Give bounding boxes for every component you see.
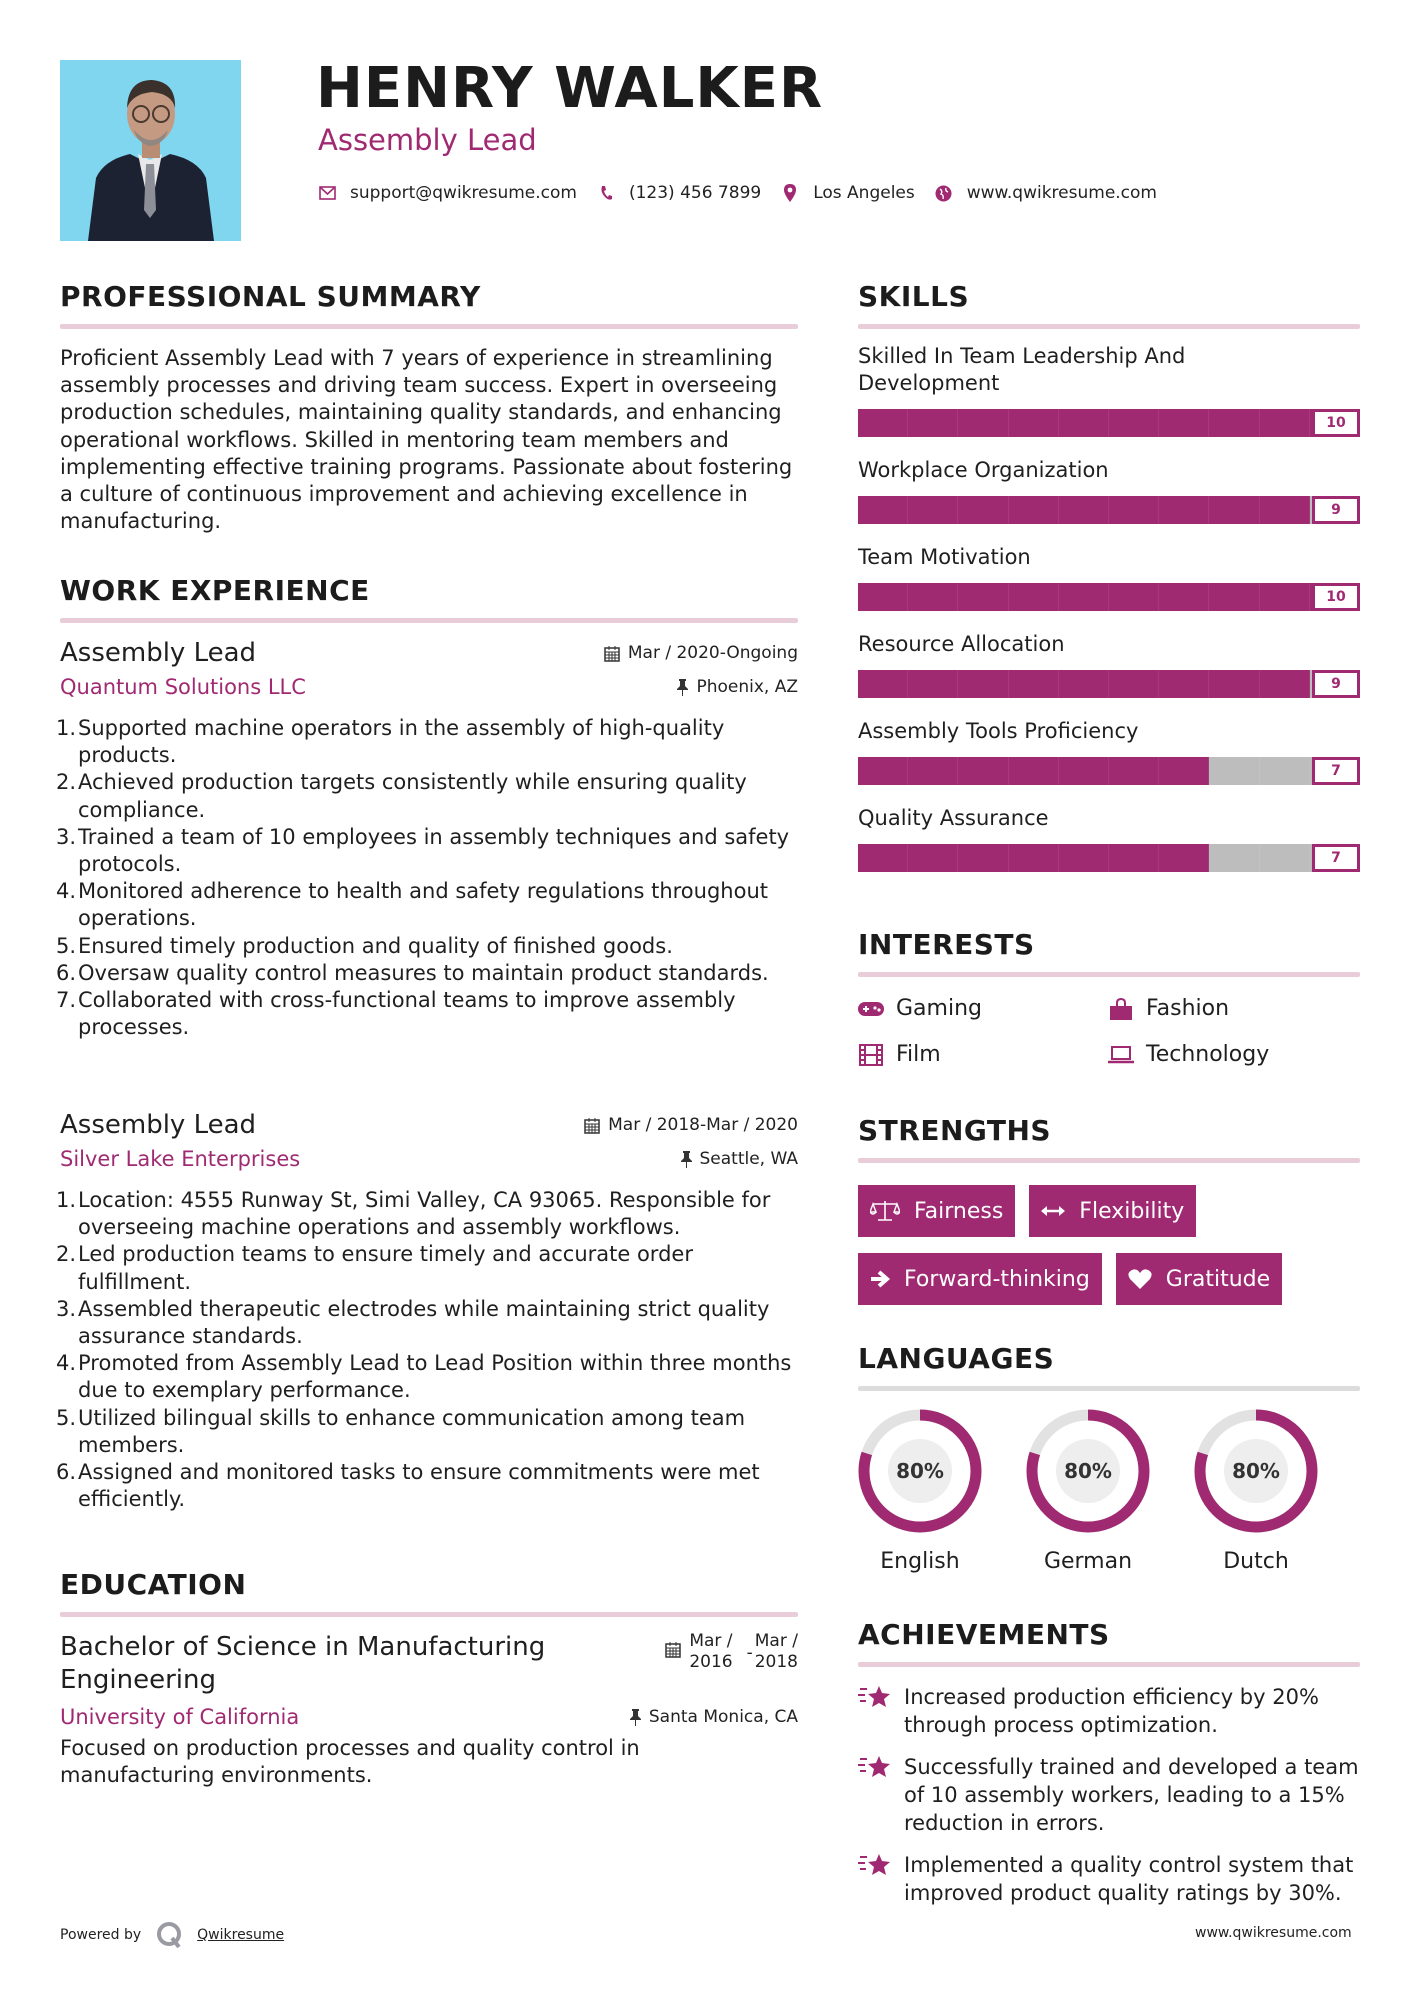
skill-label: Team Motivation bbox=[858, 545, 1031, 569]
skill-bar-segment bbox=[1009, 583, 1059, 611]
skill-bar-segment bbox=[1109, 583, 1159, 611]
job-entry bbox=[60, 1109, 798, 1513]
strength-flexibility: Flexibility bbox=[1029, 1185, 1196, 1237]
skill-bar-segment bbox=[908, 844, 958, 872]
laptop-icon bbox=[1108, 1044, 1134, 1066]
list-item: Achieved production targets consistently while ensuring quality compliance. bbox=[78, 770, 747, 822]
job-location: Seattle, WA bbox=[681, 1147, 799, 1171]
achievement-text: Increased production efficiency by 20% through process optimization. bbox=[904, 1685, 1319, 1737]
skill-bar bbox=[858, 670, 1360, 698]
skill-bar-segment bbox=[1209, 844, 1259, 872]
education-description: Focused on production processes and quality control in manufacturing environments. bbox=[60, 1736, 640, 1788]
phone-icon bbox=[597, 184, 615, 202]
skill-bar-segment bbox=[958, 496, 1008, 524]
section-divider bbox=[858, 1158, 1360, 1163]
language-item bbox=[1194, 1409, 1318, 1574]
shopping-bag-icon bbox=[1108, 998, 1134, 1020]
skill-score: 10 bbox=[1312, 583, 1360, 611]
skill-bar-segment bbox=[958, 844, 1008, 872]
calendar-icon bbox=[665, 1641, 681, 1664]
list-item: Collaborated with cross-functional teams to improve assembly processes. bbox=[78, 988, 736, 1040]
skill-bar-segment bbox=[858, 670, 908, 698]
skill-score: 7 bbox=[1312, 844, 1360, 872]
section-divider bbox=[60, 1612, 798, 1617]
skill-item bbox=[858, 718, 1360, 785]
skill-bar-segment bbox=[958, 757, 1008, 785]
education-dates: Mar / 2016 - Mar / 2018 bbox=[665, 1631, 798, 1673]
skill-bar-segment bbox=[1159, 496, 1209, 524]
powered-by: Powered by Qwikresume bbox=[60, 1920, 284, 1950]
skill-bar bbox=[858, 496, 1360, 524]
shooting-star-icon bbox=[858, 1851, 892, 1879]
skill-bar-segment bbox=[1059, 583, 1109, 611]
map-pin-icon bbox=[781, 184, 799, 202]
skill-bar-segment bbox=[1059, 670, 1109, 698]
heart-icon bbox=[1128, 1268, 1152, 1290]
website-text: www.qwikresume.com bbox=[966, 183, 1157, 203]
skill-bar-segment bbox=[1209, 496, 1259, 524]
strength-fairness: Fairness bbox=[858, 1185, 1015, 1237]
experience-section bbox=[60, 574, 798, 623]
skill-bar-segment bbox=[1109, 409, 1159, 437]
skill-bar-segment bbox=[1209, 409, 1259, 437]
achievements-section bbox=[858, 1618, 1360, 1907]
language-name: Dutch bbox=[1223, 1549, 1289, 1574]
section-divider bbox=[858, 1662, 1360, 1667]
skill-bar-segment bbox=[908, 409, 958, 437]
list-item: Assembled therapeutic electrodes while maintaining strict quality assurance standards. bbox=[78, 1296, 770, 1349]
education-location: Santa Monica, CA bbox=[630, 1705, 798, 1729]
job-title: Assembly Lead bbox=[60, 1110, 257, 1140]
skill-score: 10 bbox=[1312, 409, 1360, 437]
contact-row bbox=[318, 180, 1177, 206]
skill-bar-segment bbox=[1159, 844, 1209, 872]
education-section bbox=[60, 1568, 798, 1789]
achievement-item bbox=[858, 1683, 1360, 1739]
interest-gaming: Gaming bbox=[858, 995, 1108, 1023]
section-divider bbox=[60, 618, 798, 623]
list-item: Led production teams to ensure timely and accurate order fulfillment. bbox=[78, 1242, 693, 1294]
skill-bar-segment bbox=[1059, 496, 1109, 524]
list-item: Location: 4555 Runway St, Simi Valley, CA 93065. Responsible for overseeing machine operations and assembly workflows. bbox=[78, 1188, 771, 1240]
skill-bar-segment bbox=[1260, 496, 1310, 524]
skills-section bbox=[858, 280, 1360, 892]
location-text: Los Angeles bbox=[813, 183, 915, 203]
qwikresume-link[interactable]: Qwikresume bbox=[197, 1927, 285, 1943]
list-item: Oversaw quality control measures to maintain product standards. bbox=[78, 960, 769, 985]
skill-bar-segment bbox=[1209, 757, 1259, 785]
skill-bar-segment bbox=[1260, 844, 1310, 872]
list-item: Utilized bilingual skills to enhance communication among team members. bbox=[78, 1405, 746, 1457]
interest-fashion: Fashion bbox=[1108, 995, 1358, 1023]
skill-bar-segment bbox=[1260, 583, 1310, 611]
skill-bar-segment bbox=[1260, 670, 1310, 698]
skill-bar-segment bbox=[858, 844, 908, 872]
skill-bar-segment bbox=[1109, 670, 1159, 698]
contact-email[interactable] bbox=[318, 183, 577, 203]
school-name: University of California bbox=[60, 1705, 300, 1729]
skill-bar-segment bbox=[1159, 670, 1209, 698]
language-name: English bbox=[880, 1549, 960, 1574]
list-item: Monitored adherence to health and safety regulations throughout operations. bbox=[78, 879, 768, 931]
section-heading: SKILLS bbox=[858, 280, 970, 313]
skill-bar-segment bbox=[1209, 583, 1259, 611]
skill-bar-segment bbox=[858, 583, 908, 611]
skill-item bbox=[858, 631, 1360, 698]
job-entry bbox=[60, 637, 798, 1041]
skill-bar-segment bbox=[1009, 670, 1059, 698]
skill-bar-segment bbox=[1159, 583, 1209, 611]
summary-text: Proficient Assembly Lead with 7 years of experience in streamlining assembly processes and driving team success. Expert in overseeing production schedules, maintaining quality standards, and enhancing operational workflows. Skilled in mentoring team members and implementing effective training programs. Passionate about fostering a culture of continuous improvement and achieving excellence in manufacturing. bbox=[60, 346, 793, 534]
contact-phone[interactable] bbox=[597, 183, 761, 203]
person-portrait-icon bbox=[60, 60, 241, 241]
strengths-section bbox=[858, 1114, 1360, 1305]
skill-bar-segment bbox=[1109, 757, 1159, 785]
shooting-star-icon bbox=[858, 1753, 892, 1781]
gamepad-icon bbox=[858, 998, 884, 1020]
skill-bar bbox=[858, 583, 1360, 611]
skill-bar-segment bbox=[1260, 757, 1310, 785]
list-item: Promoted from Assembly Lead to Lead Position within three months due to exemplary performance. bbox=[78, 1351, 792, 1403]
section-heading: STRENGTHS bbox=[858, 1114, 1052, 1147]
section-heading: WORK EXPERIENCE bbox=[60, 574, 370, 607]
skill-score: 9 bbox=[1312, 670, 1360, 698]
skill-bar-segment bbox=[1009, 409, 1059, 437]
skill-bar-segment bbox=[908, 496, 958, 524]
skill-label: Assembly Tools Proficiency bbox=[858, 719, 1139, 743]
skill-bar bbox=[858, 409, 1360, 437]
footer-website[interactable]: www.qwikresume.com bbox=[1195, 1925, 1352, 1941]
qwikresume-logo-icon bbox=[155, 1920, 185, 1950]
languages-list bbox=[858, 1409, 1360, 1574]
skill-bar-segment bbox=[1159, 757, 1209, 785]
envelope-icon bbox=[318, 184, 336, 202]
arrows-horizontal-icon bbox=[1041, 1205, 1065, 1217]
list-item: Supported machine operators in the assembly of high-quality products. bbox=[78, 716, 725, 768]
skill-bar bbox=[858, 757, 1360, 785]
skill-bar-segment bbox=[908, 757, 958, 785]
interest-technology: Technology bbox=[1108, 1041, 1358, 1069]
strength-gratitude: Gratitude bbox=[1116, 1253, 1282, 1305]
company-name: Quantum Solutions LLC bbox=[60, 675, 306, 699]
degree-title: Bachelor of Science in Manufacturing Engineering bbox=[60, 1632, 546, 1695]
language-item bbox=[1026, 1409, 1150, 1574]
skill-bar-segment bbox=[958, 583, 1008, 611]
list-item: Trained a team of 10 employees in assembly techniques and safety protocols. bbox=[78, 824, 790, 877]
job-dates: Mar / 2018-Mar / 2020 bbox=[584, 1113, 798, 1137]
language-percent: 80% bbox=[1064, 1459, 1112, 1483]
skill-bar-segment bbox=[958, 409, 1008, 437]
language-percent: 80% bbox=[1232, 1459, 1280, 1483]
skill-bar-segment bbox=[1009, 844, 1059, 872]
skill-bar-segment bbox=[1059, 409, 1109, 437]
list-item: Ensured timely production and quality of finished goods. bbox=[78, 933, 673, 958]
skill-item bbox=[858, 544, 1360, 611]
skill-bar-segment bbox=[908, 670, 958, 698]
skill-bar-segment bbox=[858, 496, 908, 524]
section-divider bbox=[858, 324, 1360, 329]
achievement-text: Implemented a quality control system that improved product quality ratings by 30%. bbox=[904, 1853, 1354, 1905]
globe-icon bbox=[935, 184, 953, 202]
skill-bar-segment bbox=[1209, 670, 1259, 698]
skill-bar-segment bbox=[1159, 409, 1209, 437]
skill-bar-segment bbox=[1109, 844, 1159, 872]
skill-bar-segment bbox=[1260, 409, 1310, 437]
section-heading: INTERESTS bbox=[858, 928, 1035, 961]
strength-forward-thinking: Forward-thinking bbox=[858, 1253, 1102, 1305]
list-item: Assigned and monitored tasks to ensure commitments were met efficiently. bbox=[78, 1460, 760, 1512]
profile-photo bbox=[60, 60, 241, 241]
skill-label: Resource Allocation bbox=[858, 632, 1065, 656]
contact-location bbox=[781, 183, 915, 203]
section-heading: PROFESSIONAL SUMMARY bbox=[60, 280, 481, 313]
skill-label: Quality Assurance bbox=[858, 806, 1049, 830]
section-divider bbox=[858, 972, 1360, 977]
skill-label: Workplace Organization bbox=[858, 458, 1109, 482]
language-progress-ring bbox=[1194, 1409, 1318, 1533]
skill-item bbox=[858, 457, 1360, 524]
achievement-text: Successfully trained and developed a team of 10 assembly workers, leading to a 15% reduction in errors. bbox=[904, 1755, 1359, 1835]
job-location: Phoenix, AZ bbox=[677, 675, 798, 699]
skill-bar-segment bbox=[858, 409, 908, 437]
skills-list bbox=[858, 343, 1360, 872]
language-percent: 80% bbox=[896, 1459, 944, 1483]
job-dates: Mar / 2020-Ongoing bbox=[604, 641, 798, 665]
calendar-icon bbox=[604, 645, 620, 662]
calendar-icon bbox=[584, 1117, 600, 1134]
skill-bar-segment bbox=[1059, 757, 1109, 785]
skill-bar-segment bbox=[1009, 496, 1059, 524]
languages-section bbox=[858, 1342, 1360, 1574]
skill-score: 9 bbox=[1312, 496, 1360, 524]
candidate-name: HENRY WALKER bbox=[316, 56, 824, 121]
skill-bar-segment bbox=[1059, 844, 1109, 872]
section-heading: ACHIEVEMENTS bbox=[858, 1618, 1110, 1651]
company-name: Silver Lake Enterprises bbox=[60, 1147, 301, 1171]
interest-film: Film bbox=[858, 1041, 1108, 1069]
balance-scale-icon bbox=[870, 1199, 900, 1223]
language-progress-ring bbox=[1026, 1409, 1150, 1533]
skill-bar-segment bbox=[908, 583, 958, 611]
skill-bar-segment bbox=[958, 670, 1008, 698]
job-title: Assembly Lead bbox=[60, 638, 257, 668]
section-heading: EDUCATION bbox=[60, 1568, 247, 1601]
arrow-right-icon bbox=[870, 1270, 890, 1288]
skill-bar-segment bbox=[1009, 757, 1059, 785]
contact-website[interactable] bbox=[935, 183, 1157, 203]
skill-bar-segment bbox=[858, 757, 908, 785]
skill-label: Skilled In Team Leadership And Development bbox=[858, 344, 1186, 395]
candidate-title: Assembly Lead bbox=[318, 123, 537, 157]
language-progress-ring bbox=[858, 1409, 982, 1533]
achievements-list bbox=[858, 1683, 1360, 1907]
phone-text: (123) 456 7899 bbox=[628, 183, 762, 203]
skill-bar bbox=[858, 844, 1360, 872]
section-divider bbox=[60, 324, 798, 329]
interests-section bbox=[858, 928, 1360, 1069]
summary-section bbox=[60, 280, 798, 535]
skill-item bbox=[858, 805, 1360, 872]
shooting-star-icon bbox=[858, 1683, 892, 1711]
language-item bbox=[858, 1409, 982, 1574]
section-heading: LANGUAGES bbox=[858, 1342, 1055, 1375]
pushpin-icon bbox=[630, 1709, 641, 1726]
skill-score: 7 bbox=[1312, 757, 1360, 785]
skill-item bbox=[858, 343, 1360, 437]
achievement-item bbox=[858, 1753, 1360, 1837]
skill-bar-segment bbox=[1109, 496, 1159, 524]
achievement-item bbox=[858, 1851, 1360, 1907]
email-text: support@qwikresume.com bbox=[350, 183, 577, 203]
pushpin-icon bbox=[681, 1151, 692, 1168]
language-name: German bbox=[1043, 1549, 1133, 1574]
duties-list bbox=[60, 1187, 798, 1513]
film-icon bbox=[858, 1044, 884, 1066]
pushpin-icon bbox=[677, 679, 688, 696]
duties-list bbox=[60, 715, 798, 1041]
section-divider bbox=[858, 1386, 1360, 1391]
